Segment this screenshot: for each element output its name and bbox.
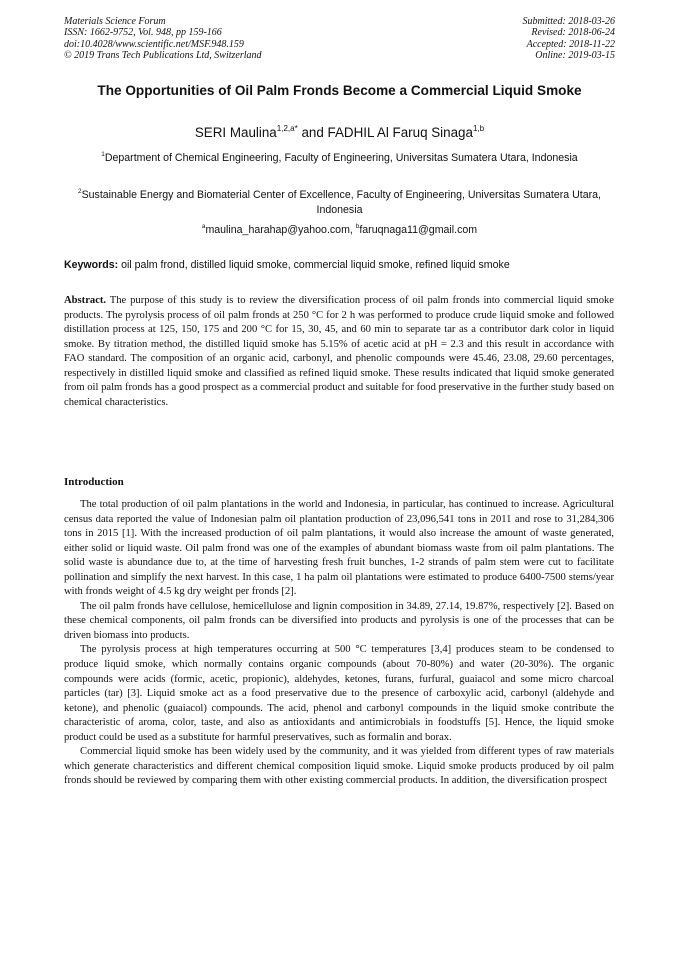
author-name: SERI Maulina bbox=[194, 125, 277, 140]
journal-name: Materials Science Forum bbox=[64, 16, 166, 27]
journal-copyright: © 2019 Trans Tech Publications Ltd, Switzerland bbox=[64, 50, 262, 62]
author-superscript: 1,b bbox=[472, 123, 485, 133]
email-b: faruqnaga11@gmail.com bbox=[359, 224, 478, 236]
author-line bbox=[64, 125, 615, 140]
author-name: FADHIL Al Faruq Sinaga bbox=[327, 125, 473, 140]
introduction-body bbox=[64, 498, 614, 789]
affiliation-text: Department of Chemical Engineering, Faculty of Engineering, Universitas Sumatera Utara, Indonesia bbox=[104, 152, 578, 164]
paper-title: The Opportunities of Oil Palm Fronds Become a Commercial Liquid Smoke bbox=[97, 83, 582, 98]
affiliation-text: Sustainable Energy and Biomaterial Center of Excellence, Faculty of Engineering, Universitas Sumatera Utara, Indonesia bbox=[81, 189, 601, 216]
email-a: maulina_harahap@yahoo.com, bbox=[205, 224, 356, 236]
date-submitted: Submitted: 2018-03-26 bbox=[522, 16, 615, 27]
abstract-text: The purpose of this study is to review the diversification process of oil palm fronds into commercial liquid smoke products. The pyrolysis process of oil palm fronds at 250 °C for 2 h was performed to produce crude liquid smoke and followed distillation process at 125, 150, 175 and 200 °C for 15, 30, 45, and 60 min to separate tar as a contributor dark color in liquid smoke. By titration method, the distilled liquid smoke has 5.15% of acetic acid at pH = 2.3 and this result in accordance with FAO standard. The composition of an organic acid, carbonyl, and phenolic compounds were 45.46, 23.08, 29.60 percentages, respectively in distilled liquid smoke and classified as refined liquid smoke. These results indicated that liquid smoke generated from oil palm fronds has a good prospect as a commercial product and suitable for food preservative in the further study based on chemical characteristics. bbox=[64, 295, 614, 408]
keywords bbox=[64, 259, 615, 271]
paragraph: The pyrolysis process at high temperatures occurring at 500 °C temperatures [3,4] produces steam to be condensed to produce liquid smoke, which normally contains organic compounds (about 70-80%) and water (20-30%). The organic compounds were acids (formic, acetic, propionic), aldehydes, ketones, furans, furfural, guaiacol and some micro charcoal particles (tar) [3]. Liquid smoke act as a food preservative due to the presence of carboxylic acid, carbonyl (aldehyde and ketone), and phenolic (guaiacol) compounds. The acid, phenol and carbonyl compounds in the liquid smoke contribute the characteristic of aroma, color, taste, and also as antioxidants and antimicrobials in foodstuffs [5]. Hence, the liquid smoke product could be used as a substitute for harmful preservatives, such as formalin and borax. bbox=[64, 644, 614, 743]
keywords-text: oil palm frond, distilled liquid smoke, commercial liquid smoke, refined liquid smoke bbox=[118, 259, 510, 271]
affiliation-superscript: 1 bbox=[101, 150, 105, 158]
journal-doi: doi:10.4028/www.scientific.net/MSF.948.159 bbox=[64, 38, 244, 50]
date-accepted: Accepted: 2018-11-22 bbox=[526, 38, 615, 50]
date-online: Online: 2019-03-15 bbox=[535, 50, 615, 62]
author-conjunction: and bbox=[297, 125, 328, 140]
paragraph: The total production of oil palm plantations in the world and Indonesia, in particular, has continued to increase. Agricultural census data reported the value of Indonesian palm oil plantation production of 23,096,541 tons in 2011 and rose to 31,284,306 tons in 2015 [1]. With the increased production of oil palm plantations, it would also increase the amount of waste generated, either solid or liquid waste. Oil palm frond was one of the examples of abundant biomass waste from oil palm plantations. The solid waste is abundance due to, at the time of harvesting fresh fruit bunches, 1-2 strands of palm stem were cut to facilitate pollination and simplify the next harvest. In this case, 1 ha palm oil plantations were estimated to produce 6400-7500 stems/year with fronds weight of 4.5 kg dry weight per fronds [2]. bbox=[64, 499, 614, 598]
affiliation-2 bbox=[64, 188, 615, 217]
section-heading-introduction: Introduction bbox=[64, 476, 124, 488]
journal-issn: ISSN: 1662-9752, Vol. 948, pp 159-166 bbox=[64, 27, 222, 39]
date-revised: Revised: 2018-06-24 bbox=[531, 27, 615, 39]
submission-dates bbox=[523, 16, 616, 62]
author-superscript: 1,2,a* bbox=[276, 123, 298, 133]
keywords-label: Keywords: bbox=[64, 259, 119, 271]
email-superscript: a bbox=[201, 222, 206, 230]
author-emails bbox=[64, 224, 615, 236]
abstract-label: Abstract. bbox=[64, 295, 107, 306]
paragraph: Commercial liquid smoke has been widely used by the community, and it was yielded from different types of raw materials which generate characteristics and different chemical composition liquid smoke. Liquid smoke products produced by oil palm fronds should be reviewed by comparing them with other existing commercial products. In addition, the diversification prospect bbox=[64, 746, 614, 787]
affiliation-superscript: 2 bbox=[78, 187, 82, 195]
affiliation-1 bbox=[64, 151, 615, 166]
abstract bbox=[64, 294, 614, 410]
journal-info bbox=[64, 16, 262, 62]
paragraph: The oil palm fronds have cellulose, hemicellulose and lignin composition in 34.89, 27.14, 19.87%, respectively [2]. Based on these chemical components, oil palm fronds can be diversified into products and pyrolysis is one of the processes that can be driven biomass into products. bbox=[64, 600, 614, 641]
email-superscript: b bbox=[355, 222, 360, 230]
